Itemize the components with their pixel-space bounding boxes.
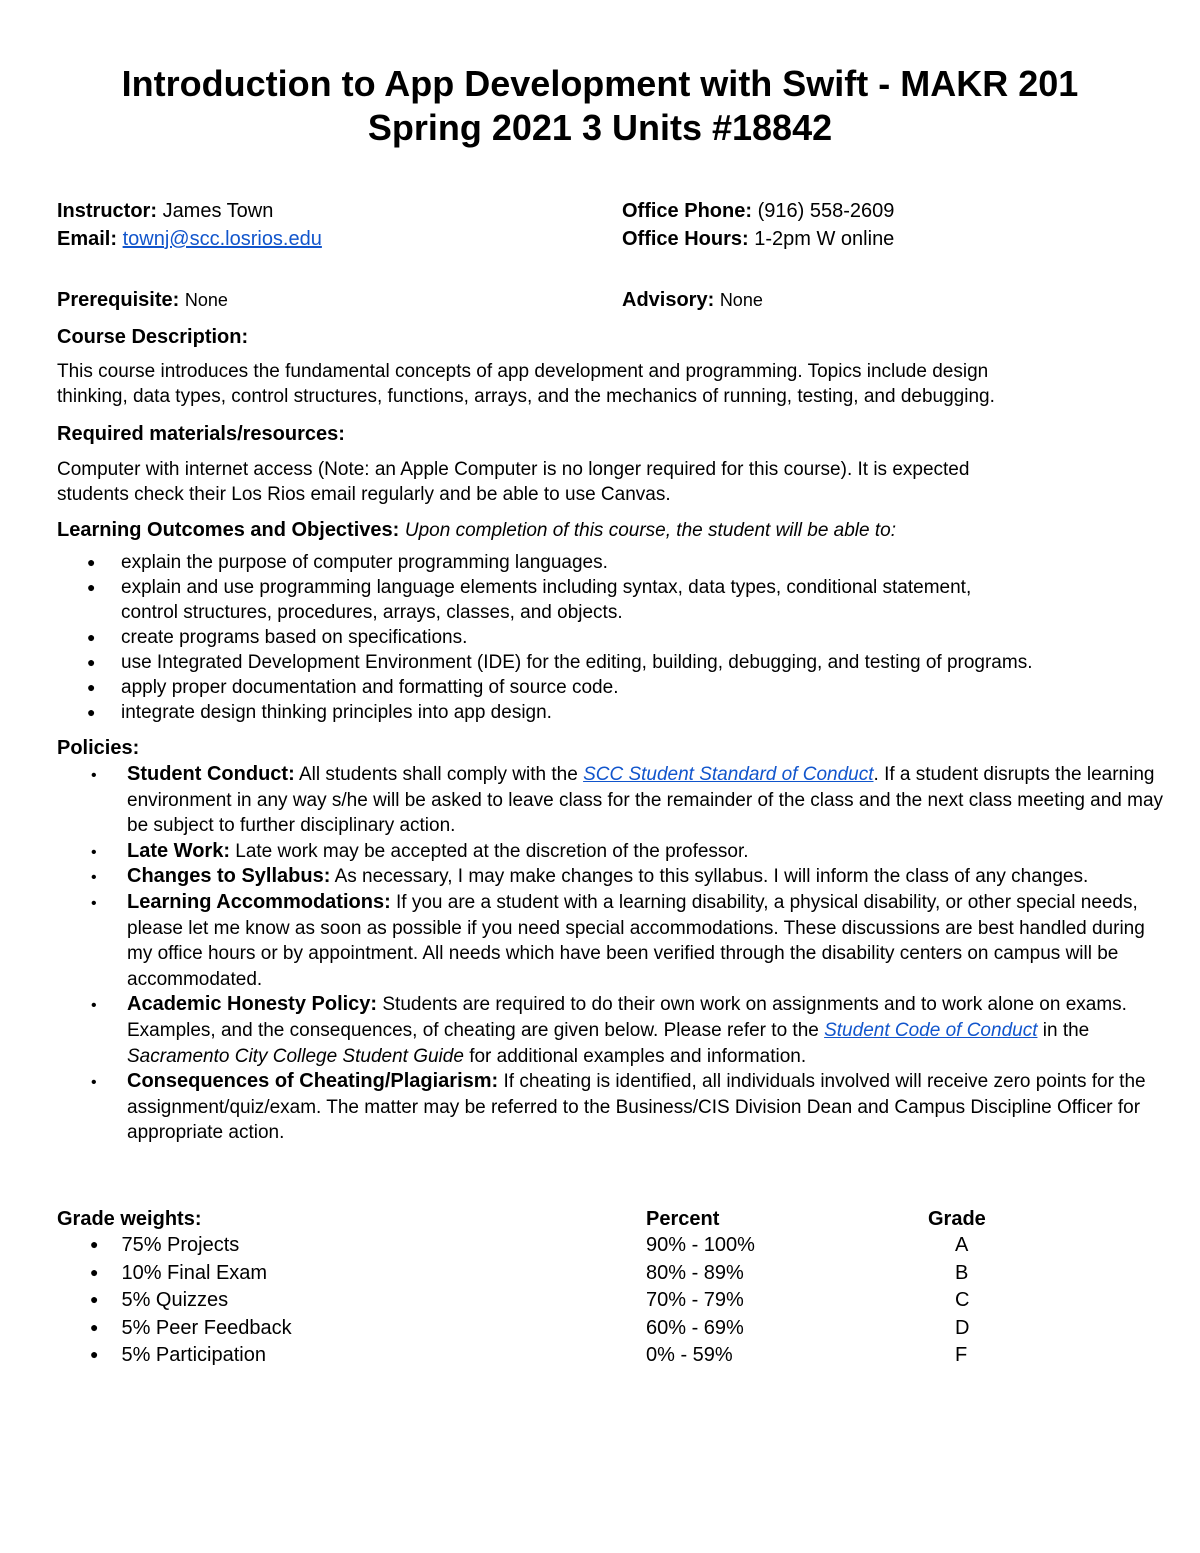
materials-text [57, 457, 1137, 507]
materials-heading: Required materials/resources: [57, 423, 345, 445]
policy-changes-to-syllabus: • Changes to Syllabus: As necessary, I may make changes to this syllabus. I will inform the class of any changes. [57, 864, 1167, 890]
policy-late-work: • Late Work: Late work may be accepted at the discretion of the professor. [57, 839, 1167, 865]
student-code-of-conduct-link[interactable]: Student Code of Conduct [824, 1019, 1038, 1041]
bullet-icon: ● [87, 554, 96, 570]
instructor-value: James Town [162, 200, 274, 222]
course-description-heading: Course Description: [57, 326, 249, 348]
list-item: ● 5% Peer Feedback [90, 1316, 292, 1339]
list-item: ● 10% Final Exam [90, 1261, 268, 1284]
percent-cell: 80% - 89% [646, 1261, 744, 1284]
prerequisite-value: None [184, 290, 228, 310]
list-item: ● 75% Projects [90, 1234, 240, 1256]
outcomes-intro: Upon completion of this course, the student will be able to: [404, 520, 896, 541]
grade-weights-heading: Grade weights: [57, 1208, 202, 1230]
office-hours-label: Office Hours: [622, 228, 749, 250]
office-phone-line [622, 199, 894, 223]
list-item: ● integrate design thinking principles into app design. [87, 702, 552, 723]
grade-cell: D [955, 1316, 970, 1339]
policy-academic-honesty: • Academic Honesty Policy: Students are required to do their own work on assignments and to work alone on exams. Examples, and the consequences, of cheating are given below. Please refer to the Student Code of Conduct in the Sacramento City College Student Guide for additional examples and information. [91, 993, 1127, 1067]
list-item: ● create programs based on specifications. [87, 627, 468, 648]
policy-student-conduct: • Student Conduct: All students shall comply with the SCC Student Standard of Conduct. If a student disrupts the learning environment in any way s/he will be asked to leave class for the remainder of the class and the next class meeting and may be subject to further disciplinary action. [91, 763, 1164, 837]
email-link[interactable]: townj@scc.losrios.edu [122, 228, 322, 250]
percent-cell: 70% - 79% [646, 1289, 744, 1311]
email-label: Email: [57, 228, 118, 250]
office-hours-value: 1-2pm W online [754, 228, 895, 250]
outcomes-heading: Learning Outcomes and Objectives: [57, 519, 400, 541]
list-item: ● explain the purpose of computer programming languages. [87, 552, 608, 573]
advisory-label: Advisory: [622, 289, 715, 311]
office-phone-value: (916) 558-2609 [757, 200, 895, 222]
policy-learning-accommodations: • Learning Accommodations: If you are a student with a learning disability, a physical disability, or other special needs, please let me know as soon as possible if you need special accommodations. These discussions are best handled during my office hours or by appointment. All needs which have been verified through the disability centers on campus will be accommodated. [91, 890, 1145, 990]
office-hours-line [622, 227, 894, 251]
policy-consequences-of-cheating: • Consequences of Cheating/Plagiarism: If cheating is identified, all individuals involved will receive zero points for the assignment/quiz/exam. The matter may be referred to the Business/CIS Division Dean and Campus Discipline Officer for appropriate action. [91, 1070, 1146, 1144]
instructor-line [57, 199, 273, 223]
grade-cell: C [955, 1289, 970, 1311]
email-line [57, 227, 322, 251]
list-item-continuation: control structures, procedures, arrays, classes, and objects. [121, 602, 623, 623]
bullet-icon: ● [87, 679, 96, 695]
percent-cell: 60% - 69% [646, 1316, 744, 1339]
percent-heading: Percent [646, 1208, 720, 1230]
outcomes-list [51, 550, 1167, 725]
bullet-icon: ● [90, 1263, 99, 1280]
policies-list [57, 762, 1167, 1146]
list-item: ● use Integrated Development Environment (IDE) for the editing, building, debugging, and testing of programs. [87, 652, 1033, 673]
bullet-icon: ● [87, 704, 96, 720]
list-item: ● 5% Quizzes [90, 1289, 229, 1311]
percent-cell: 90% - 100% [646, 1234, 755, 1256]
bullet-icon: • [91, 1074, 97, 1092]
bullet-icon: • [91, 767, 97, 784]
grade-heading: Grade [928, 1208, 986, 1230]
course-description-line: thinking, data types, control structures, functions, arrays, and the mechanics of running, testing, and debugging. [57, 386, 995, 407]
bullet-icon: ● [90, 1236, 99, 1252]
list-item: ● apply proper documentation and formatting of source code. [87, 677, 619, 698]
advisory-value: None [719, 290, 763, 310]
percent-cell: 0% - 59% [646, 1344, 733, 1366]
course-description-text [57, 359, 1137, 409]
grade-cell: F [955, 1344, 968, 1366]
page-subtitle: Spring 2021 3 Units #18842 [367, 107, 833, 148]
bullet-icon: ● [90, 1318, 99, 1335]
list-item: ● 5% Participation [90, 1344, 266, 1366]
prerequisite-label: Prerequisite: [57, 289, 180, 311]
scc-standard-of-conduct-link[interactable]: SCC Student Standard of Conduct [583, 764, 874, 785]
materials-line: Computer with internet access (Note: an Apple Computer is no longer required for this course). It is expected [57, 459, 970, 480]
bullet-icon: ● [87, 579, 96, 595]
course-description-line: This course introduces the fundamental concepts of app development and programming. Topics include design [57, 361, 989, 382]
grade-cell: B [955, 1261, 969, 1284]
bullet-icon: ● [90, 1346, 99, 1362]
outcomes-heading-line [57, 518, 896, 543]
bullet-icon: • [91, 869, 97, 887]
list-item: ● explain and use programming language elements including syntax, data types, conditional statement, [87, 577, 972, 598]
bullet-icon: • [91, 997, 97, 1015]
instructor-label: Instructor: [57, 200, 157, 222]
materials-line: students check their Los Rios email regularly and be able to use Canvas. [57, 484, 671, 505]
prerequisite-line [57, 288, 228, 312]
grade-cell: A [955, 1234, 969, 1256]
policies-heading: Policies: [57, 737, 140, 759]
page-title: Introduction to App Development with Swift - MAKR 201 [121, 63, 1079, 104]
bullet-icon: ● [90, 1291, 99, 1307]
bullet-icon: ● [87, 629, 96, 645]
bullet-icon: ● [87, 654, 96, 670]
advisory-line [622, 288, 763, 312]
bullet-icon: • [91, 843, 97, 861]
office-phone-label: Office Phone: [622, 200, 753, 222]
bullet-icon: • [91, 894, 97, 912]
